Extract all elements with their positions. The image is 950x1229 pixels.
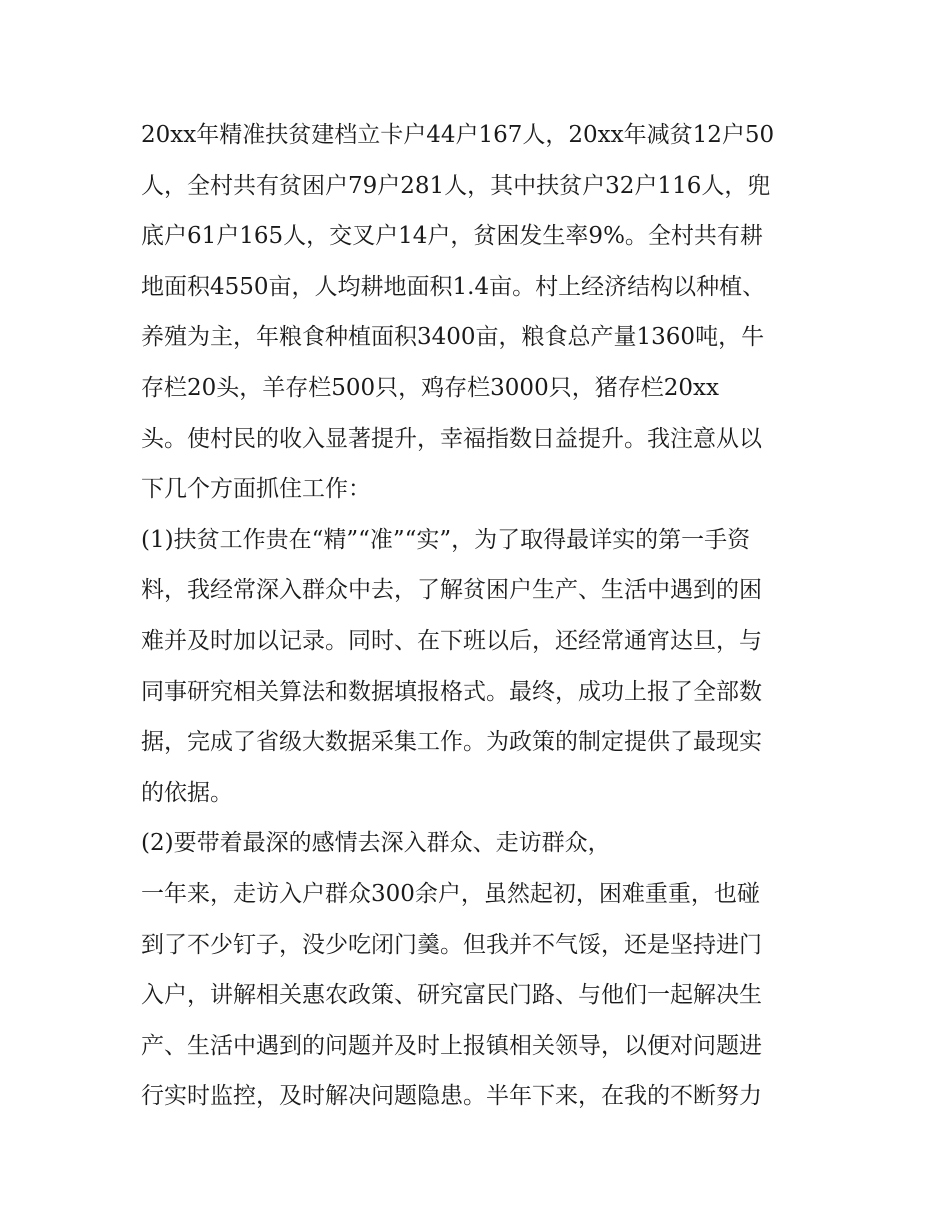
text-line: 入户，讲解相关惠农政策、研究富民门路、与他们一起解决生: [141, 982, 762, 1009]
text-line: 到了不少钉子，没少吃闭门羹。但我并不气馁，还是坚持进门: [141, 931, 762, 958]
text-line: 的依据。: [141, 779, 233, 806]
text-line: (1)扶贫工作贵在“精”“准”“实”，为了取得最详实的第一手资: [141, 526, 751, 553]
text-line: 20xx年精准扶贫建档立卡户44户167人，20xx年减贫12户50: [141, 122, 775, 148]
text-line: 难并及时加以记录。同时、在下班以后，还经常通宵达旦，与: [141, 627, 762, 654]
text-line: 产、生活中遇到的问题并及时上报镇相关领导，以便对问题进: [141, 1032, 762, 1059]
text-line: 料，我经常深入群众中去，了解贫困户生产、生活中遇到的困: [141, 577, 762, 604]
body-text: [141, 110, 821, 1122]
text-line: 下几个方面抓住工作：: [141, 476, 371, 503]
text-line: 据，完成了省级大数据采集工作。为政策的制定提供了最现实: [141, 729, 762, 756]
text-line: 存栏20头，羊存栏500只，鸡存栏3000只，猪存栏20xx: [141, 374, 719, 401]
text-line: 行实时监控，及时解决问题隐患。半年下来，在我的不断努力: [141, 1083, 762, 1110]
text-line: 养殖为主，年粮食种植面积3400亩，粮食总产量1360吨，牛: [141, 324, 765, 351]
text-line: 同事研究相关算法和数据填报格式。最终，成功上报了全部数: [141, 678, 762, 705]
text-line: 人，全村共有贫困户79户281人，其中扶贫户32户116人，兜: [141, 172, 771, 199]
text-line: 头。使村民的收入显著提升，幸福指数日益提升。我注意从以: [141, 425, 762, 452]
text-line: (2)要带着最深的感情去深入群众、走访群众，: [141, 830, 611, 857]
text-line: 底户61户165人，交叉户14户，贫困发生率9%。全村共有耕: [141, 223, 763, 250]
text-line: 一年来，走访入户群众300余户，虽然起初，困难重重，也碰: [141, 880, 760, 907]
text-line: 地面积4550亩，人均耕地面积1.4亩。村上经济结构以种植、: [141, 273, 766, 300]
